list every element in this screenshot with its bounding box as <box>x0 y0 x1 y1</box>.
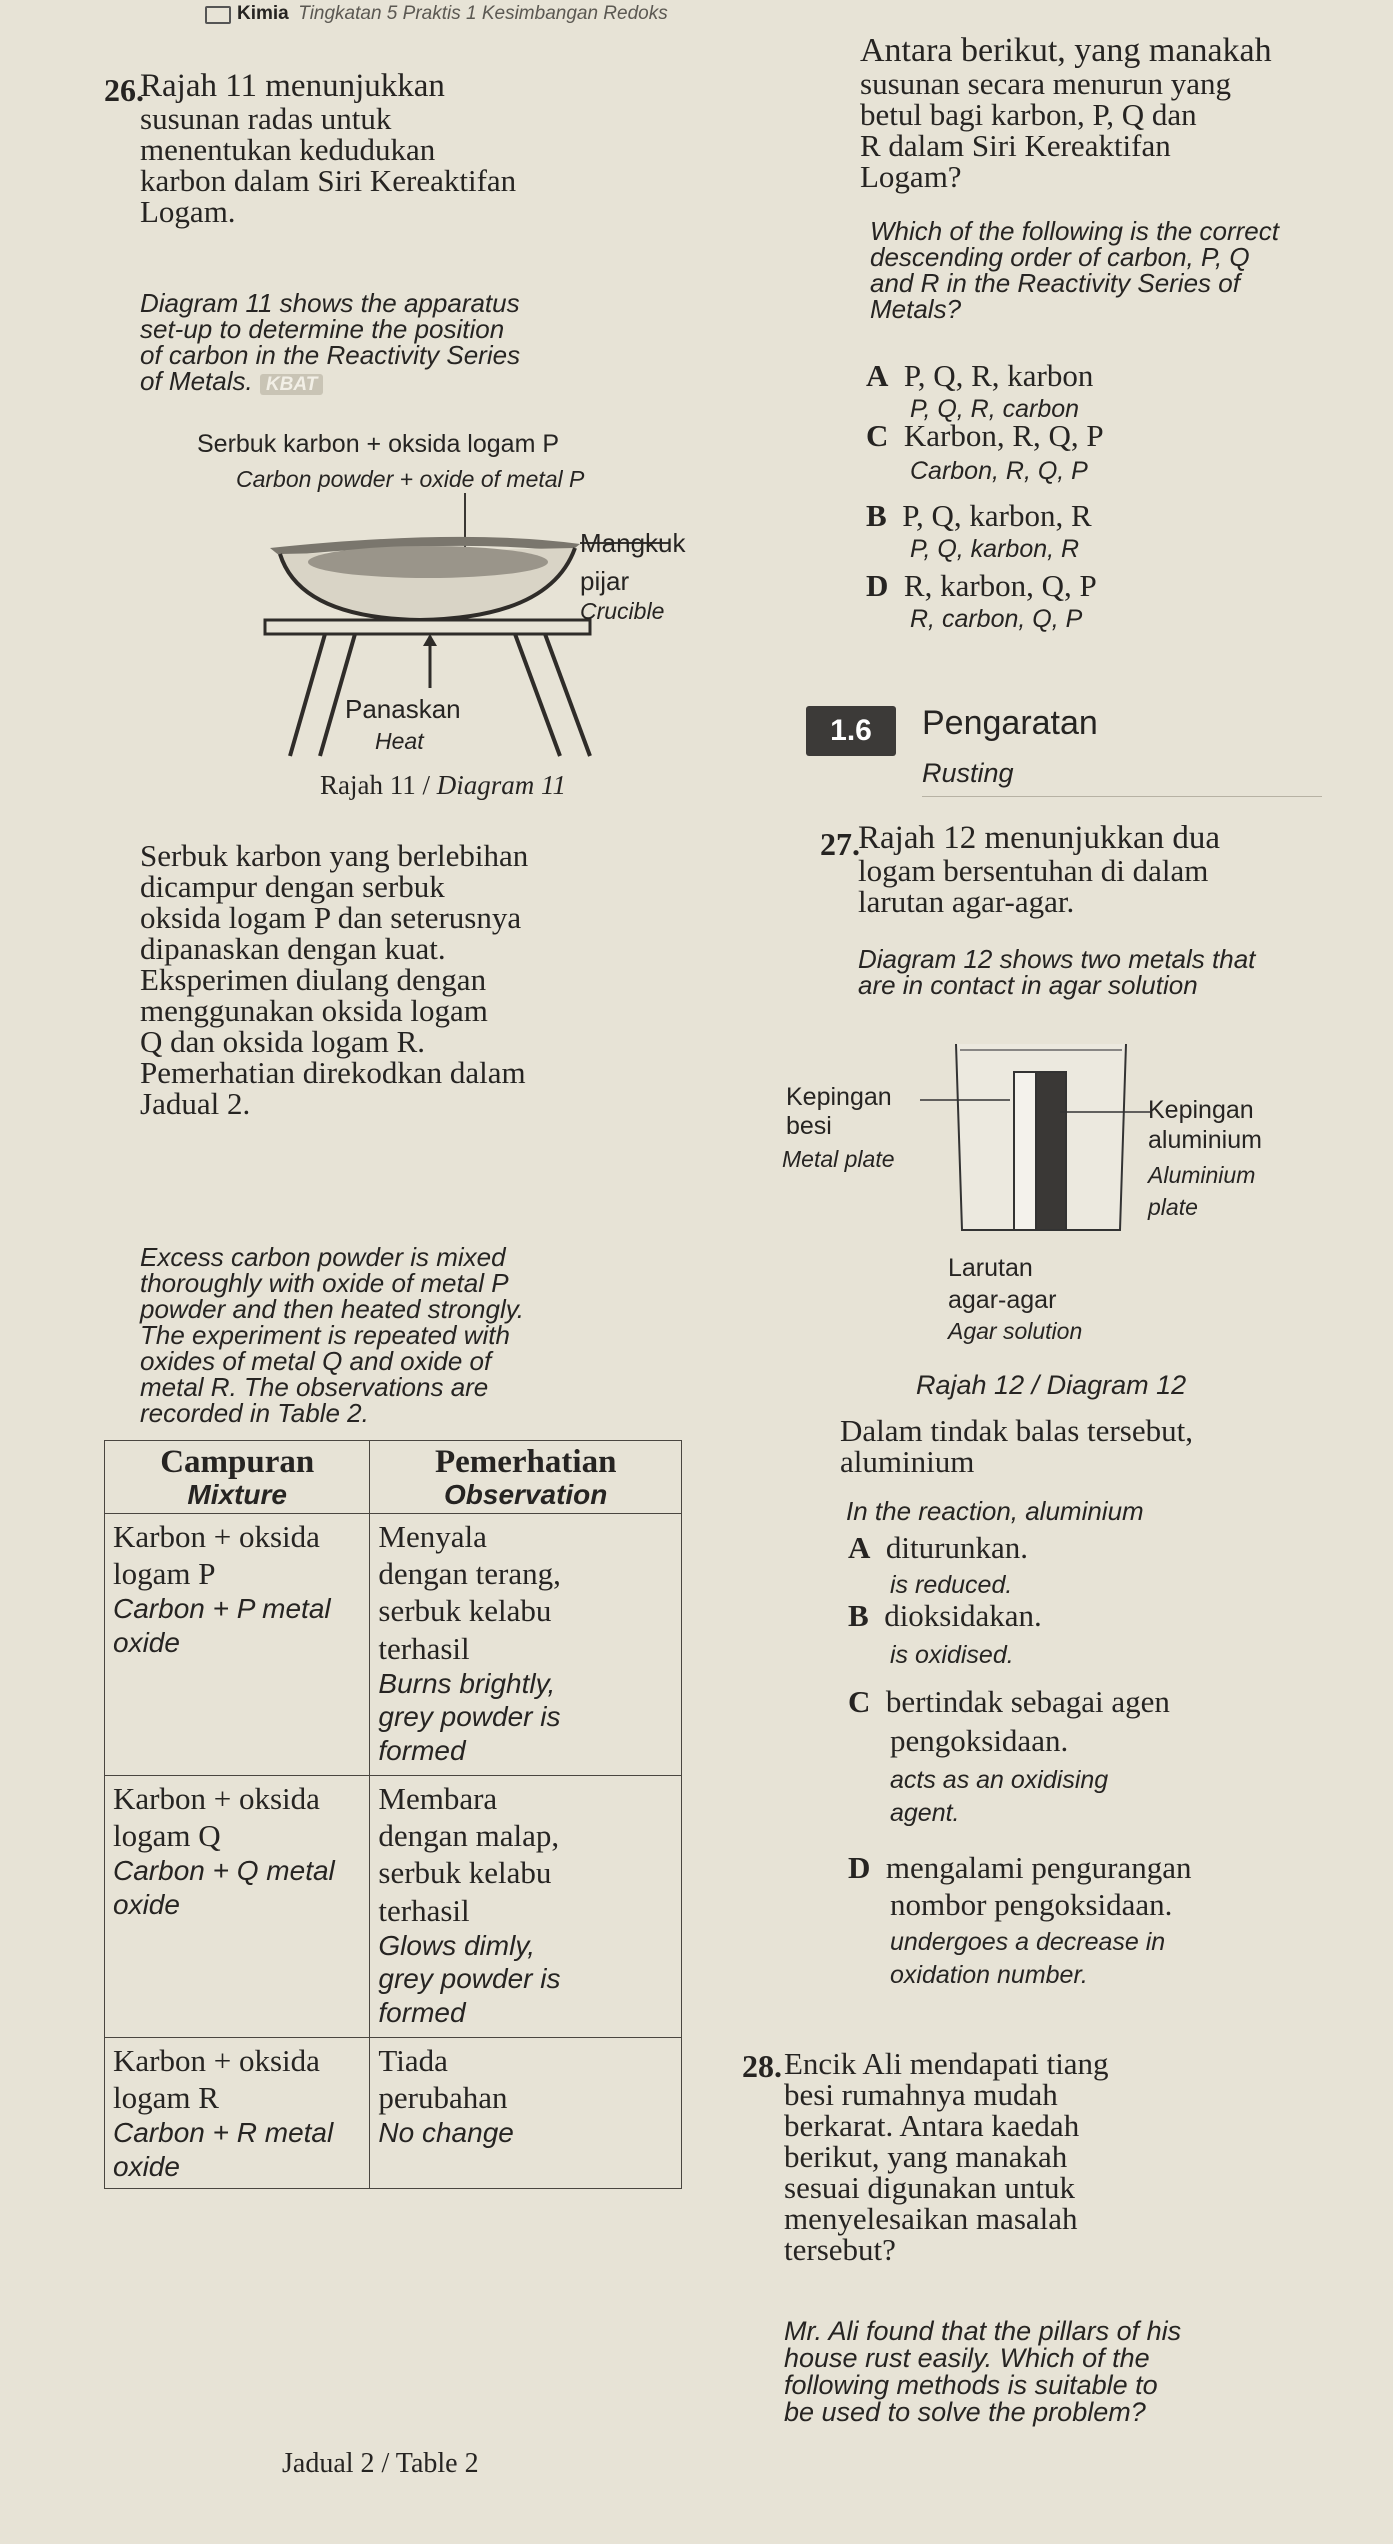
q26-option-letter: D <box>866 568 889 603</box>
table-head-mixture: Campuran Mixture <box>105 1441 370 1514</box>
q26-option-b[interactable] <box>866 500 1092 562</box>
q27-option-c[interactable] <box>848 1686 1170 1826</box>
q26-option-c[interactable] <box>866 420 1104 484</box>
kbat-badge: KBAT <box>260 374 323 395</box>
q28-stem-ms <box>784 2048 1109 2265</box>
q27-en-line: are in contact in agar solution <box>858 970 1198 1000</box>
q27-stem-en <box>858 946 1255 998</box>
table-header-row <box>105 1441 682 1514</box>
q26-body-line: Pemerhatian direkodkan dalam <box>140 1055 526 1090</box>
q27-option-text: bertindak sebagai agen <box>885 1684 1170 1719</box>
section-title: Pengaratan <box>922 704 1098 742</box>
table-2 <box>104 1440 682 2189</box>
diagram12-al-label-en2: plate <box>1148 1194 1198 1220</box>
header-title: Tingkatan 5 Praktis 1 Kesimbangan Redoks <box>298 3 668 24</box>
q26-option-d[interactable] <box>866 570 1097 632</box>
q26-body-en-line: metal R. The observations are <box>140 1372 489 1402</box>
q26-body-line: Eksperimen diulang dengan <box>140 962 487 997</box>
table-cell-observation: Tiada perubahan No change <box>370 2038 682 2189</box>
table-cell-observation: Membara dengan malap, serbuk kelabu terhasil Glows dimly, grey powder is formed <box>370 1776 682 2038</box>
q26-ms-line: menentukan kedudukan <box>140 132 436 167</box>
diagram11-label-crucible-ms2: pijar <box>580 566 630 596</box>
q27-number: 27. <box>820 826 860 862</box>
q27-option-text: nombor pengoksidaan. <box>890 1887 1173 1922</box>
q27-option-text-en: is reduced. <box>890 1571 1013 1599</box>
q27-option-letter: B <box>848 1598 869 1633</box>
q27-ms-line: larutan agar-agar. <box>858 884 1075 919</box>
section-divider <box>922 796 1322 797</box>
q27-option-a[interactable] <box>848 1532 1028 1598</box>
q27-option-text: diturunkan. <box>885 1530 1028 1565</box>
q26-body-en-line: Excess carbon powder is mixed <box>140 1242 506 1272</box>
diagram12-solution-label2: agar-agar <box>948 1286 1057 1314</box>
q27-option-text: mengalami pengurangan <box>885 1850 1192 1885</box>
diagram12-iron-label-en: Metal plate <box>782 1146 895 1172</box>
diagram11-label-crucible-ms: Mangkuk <box>580 528 686 558</box>
table-cell-mixture: Karbon + oksida logam P Carbon + P metal oxide <box>105 1514 370 1776</box>
q28-ms-line: Encik Ali mendapati tiang <box>784 2046 1109 2081</box>
q26-question-line: Logam? <box>860 159 962 194</box>
q27-option-text-en: is oxidised. <box>890 1641 1014 1669</box>
q26-option-text: P, Q, karbon, R <box>902 498 1092 533</box>
q27-reaction-line: Dalam tindak balas tersebut, <box>840 1413 1193 1448</box>
q26-body-line: oksida logam P dan seterusnya <box>140 900 522 935</box>
q26-question-en <box>870 218 1279 322</box>
table-cell-mixture: Karbon + oksida logam R Carbon + R metal oxide <box>105 2038 370 2189</box>
q26-body-en-line: oxides of metal Q and oxide of <box>140 1346 492 1376</box>
q26-body-en-line: The experiment is repeated with <box>140 1320 510 1350</box>
q26-body-line: dicampur dengan serbuk <box>140 869 445 904</box>
q26-en-line: of Metals. KBAT <box>140 368 520 395</box>
q26-question-ms <box>860 34 1272 192</box>
diagram12-iron-label: Kepingan <box>786 1083 892 1111</box>
q26-option-letter: C <box>866 418 889 453</box>
q26-option-text: Karbon, R, Q, P <box>903 418 1104 453</box>
diagram11-label-heat-ms: Panaskan <box>345 694 461 724</box>
q27-option-text-en: undergoes a decrease in <box>890 1928 1166 1956</box>
diagram12-beaker <box>950 1040 1130 1240</box>
q26-body-en-line: thoroughly with oxide of metal P <box>140 1268 509 1298</box>
table-row <box>105 1514 682 1776</box>
diagram11-label-top-ms: Serbuk karbon + oksida logam P <box>197 430 560 458</box>
q27-ms-line: logam bersentuhan di dalam <box>858 853 1209 888</box>
q27-ms-line: Rajah 12 menunjukkan dua <box>858 820 1221 856</box>
q27-en-line: Diagram 12 shows two metals that <box>858 944 1256 974</box>
q26-option-text: P, Q, R, karbon <box>903 358 1094 393</box>
diagram12-al-label-en: Aluminium <box>1148 1162 1256 1188</box>
q27-option-text-en: agent. <box>890 1799 960 1827</box>
q26-ms-line: susunan radas untuk <box>140 101 392 136</box>
q27-option-text: pengoksidaan. <box>890 1723 1069 1758</box>
diagram12-leader-lines <box>900 1090 1160 1120</box>
q28-ms-line: berkarat. Antara kaedah <box>784 2108 1080 2143</box>
q27-option-b[interactable] <box>848 1600 1042 1668</box>
q26-option-letter: A <box>866 358 889 393</box>
diagram11-label-heat-en: Heat <box>375 728 424 754</box>
q26-question-line: susunan secara menurun yang <box>860 66 1232 101</box>
table-head-observation: Pemerhatian Observation <box>370 1441 682 1514</box>
q26-en-line: Diagram 11 shows the apparatus <box>140 288 520 318</box>
q26-ms-line: Logam. <box>140 194 236 229</box>
q27-reaction-line: aluminium <box>840 1444 975 1479</box>
table-row <box>105 1776 682 2038</box>
q26-ms-line: Rajah 11 menunjukkan <box>140 68 445 104</box>
q27-reaction-stem-en: In the reaction, aluminium <box>846 1496 1144 1526</box>
q28-en-line: Mr. Ali found that the pillars of his <box>784 2316 1182 2346</box>
page-header <box>205 4 668 24</box>
q26-question-en-line: and R in the Reactivity Series of <box>870 268 1240 298</box>
q26-body-line: Jadual 2. <box>140 1086 251 1121</box>
q27-option-d[interactable] <box>848 1852 1191 1988</box>
diagram11-label-crucible-en: Crucible <box>580 598 665 624</box>
header-subject: Kimia <box>237 3 289 24</box>
q26-ms-line: karbon dalam Siri Kereaktifan <box>140 163 517 198</box>
q28-ms-line: sesuai digunakan untuk <box>784 2170 1076 2205</box>
section-number: 1.6 <box>806 706 896 756</box>
q28-en-line: following methods is suitable to <box>784 2370 1158 2400</box>
q26-body-en <box>140 1244 524 1426</box>
q27-option-letter: D <box>848 1850 871 1885</box>
diagram12-solution-label: Larutan <box>948 1254 1033 1282</box>
q26-body-ms <box>140 840 528 1119</box>
q27-option-text-en: oxidation number. <box>890 1961 1088 1989</box>
diagram12-iron-label2: besi <box>786 1112 832 1140</box>
q28-number: 28. <box>742 2048 782 2084</box>
q26-en-line: of carbon in the Reactivity Series <box>140 340 521 370</box>
diagram12-al-label: Kepingan <box>1148 1096 1254 1124</box>
q26-body-en-line: recorded in Table 2. <box>140 1398 369 1428</box>
q28-stem-en <box>784 2318 1181 2426</box>
q27-option-text: dioksidakan. <box>884 1598 1042 1633</box>
q26-question-line: R dalam Siri Kereaktifan <box>860 128 1171 163</box>
q26-number: 26. <box>104 72 144 108</box>
q26-body-line: Q dan oksida logam R. <box>140 1024 425 1059</box>
q27-option-text-en: acts as an oxidising <box>890 1766 1109 1794</box>
q26-question-line: betul bagi karbon, P, Q dan <box>860 97 1197 132</box>
q27-option-letter: A <box>848 1530 871 1565</box>
q28-ms-line: besi rumahnya mudah <box>784 2077 1058 2112</box>
q26-option-text-en: P, Q, karbon, R <box>910 535 1080 563</box>
q28-ms-line: tersebut? <box>784 2232 896 2267</box>
q27-reaction-stem <box>840 1415 1193 1477</box>
q26-question-en-line: descending order of carbon, P, Q <box>870 242 1250 272</box>
q27-stem-ms <box>858 822 1220 917</box>
section-header <box>806 706 1326 806</box>
q28-en-line: be used to solve the problem? <box>784 2397 1146 2427</box>
q26-option-text: R, karbon, Q, P <box>903 568 1097 603</box>
q26-option-text-en: R, carbon, Q, P <box>910 605 1083 633</box>
table-cell-mixture: Karbon + oksida logam Q Carbon + Q metal oxide <box>105 1776 370 2038</box>
q28-en-line: house rust easily. Which of the <box>784 2343 1150 2373</box>
q26-question-en-line: Metals? <box>870 294 962 324</box>
q26-option-letter: B <box>866 498 887 533</box>
q26-stem-ms <box>140 70 516 227</box>
diagram12-caption: Rajah 12 / Diagram 12 <box>916 1370 1187 1400</box>
diagram12-al-label2: aluminium <box>1148 1126 1262 1154</box>
q26-question-line: Antara berikut, yang manakah <box>860 32 1272 69</box>
book-icon <box>205 6 231 24</box>
section-title-en: Rusting <box>922 758 1014 788</box>
table-cell-observation: Menyala dengan terang, serbuk kelabu terhasil Burns brightly, grey powder is formed <box>370 1514 682 1776</box>
q26-body-en-line: powder and then heated strongly. <box>140 1294 525 1324</box>
diagram12-solution-label-en: Agar solution <box>948 1318 1083 1344</box>
q26-stem-en <box>140 290 520 395</box>
q28-ms-line: menyelesaikan masalah <box>784 2201 1078 2236</box>
q26-question-en-line: Which of the following is the correct <box>870 216 1279 246</box>
diagram11-caption: Rajah 11 / Diagram 11 <box>320 770 567 800</box>
q27-option-letter: C <box>848 1684 871 1719</box>
q26-option-a[interactable] <box>866 360 1093 422</box>
q26-option-text-en: Carbon, R, Q, P <box>910 457 1088 485</box>
q26-en-line: set-up to determine the position <box>140 314 505 344</box>
q26-body-line: Serbuk karbon yang berlebihan <box>140 838 529 873</box>
diagram11-label-top-en: Carbon powder + oxide of metal P <box>236 466 585 492</box>
table2-caption: Jadual 2 / Table 2 <box>282 2448 479 2479</box>
q26-body-line: menggunakan oksida logam <box>140 993 488 1028</box>
q26-body-line: dipanaskan dengan kuat. <box>140 931 446 966</box>
table-row <box>105 2038 682 2189</box>
q26-option-text-en: P, Q, R, carbon <box>910 395 1080 423</box>
q28-ms-line: berikut, yang manakah <box>784 2139 1068 2174</box>
